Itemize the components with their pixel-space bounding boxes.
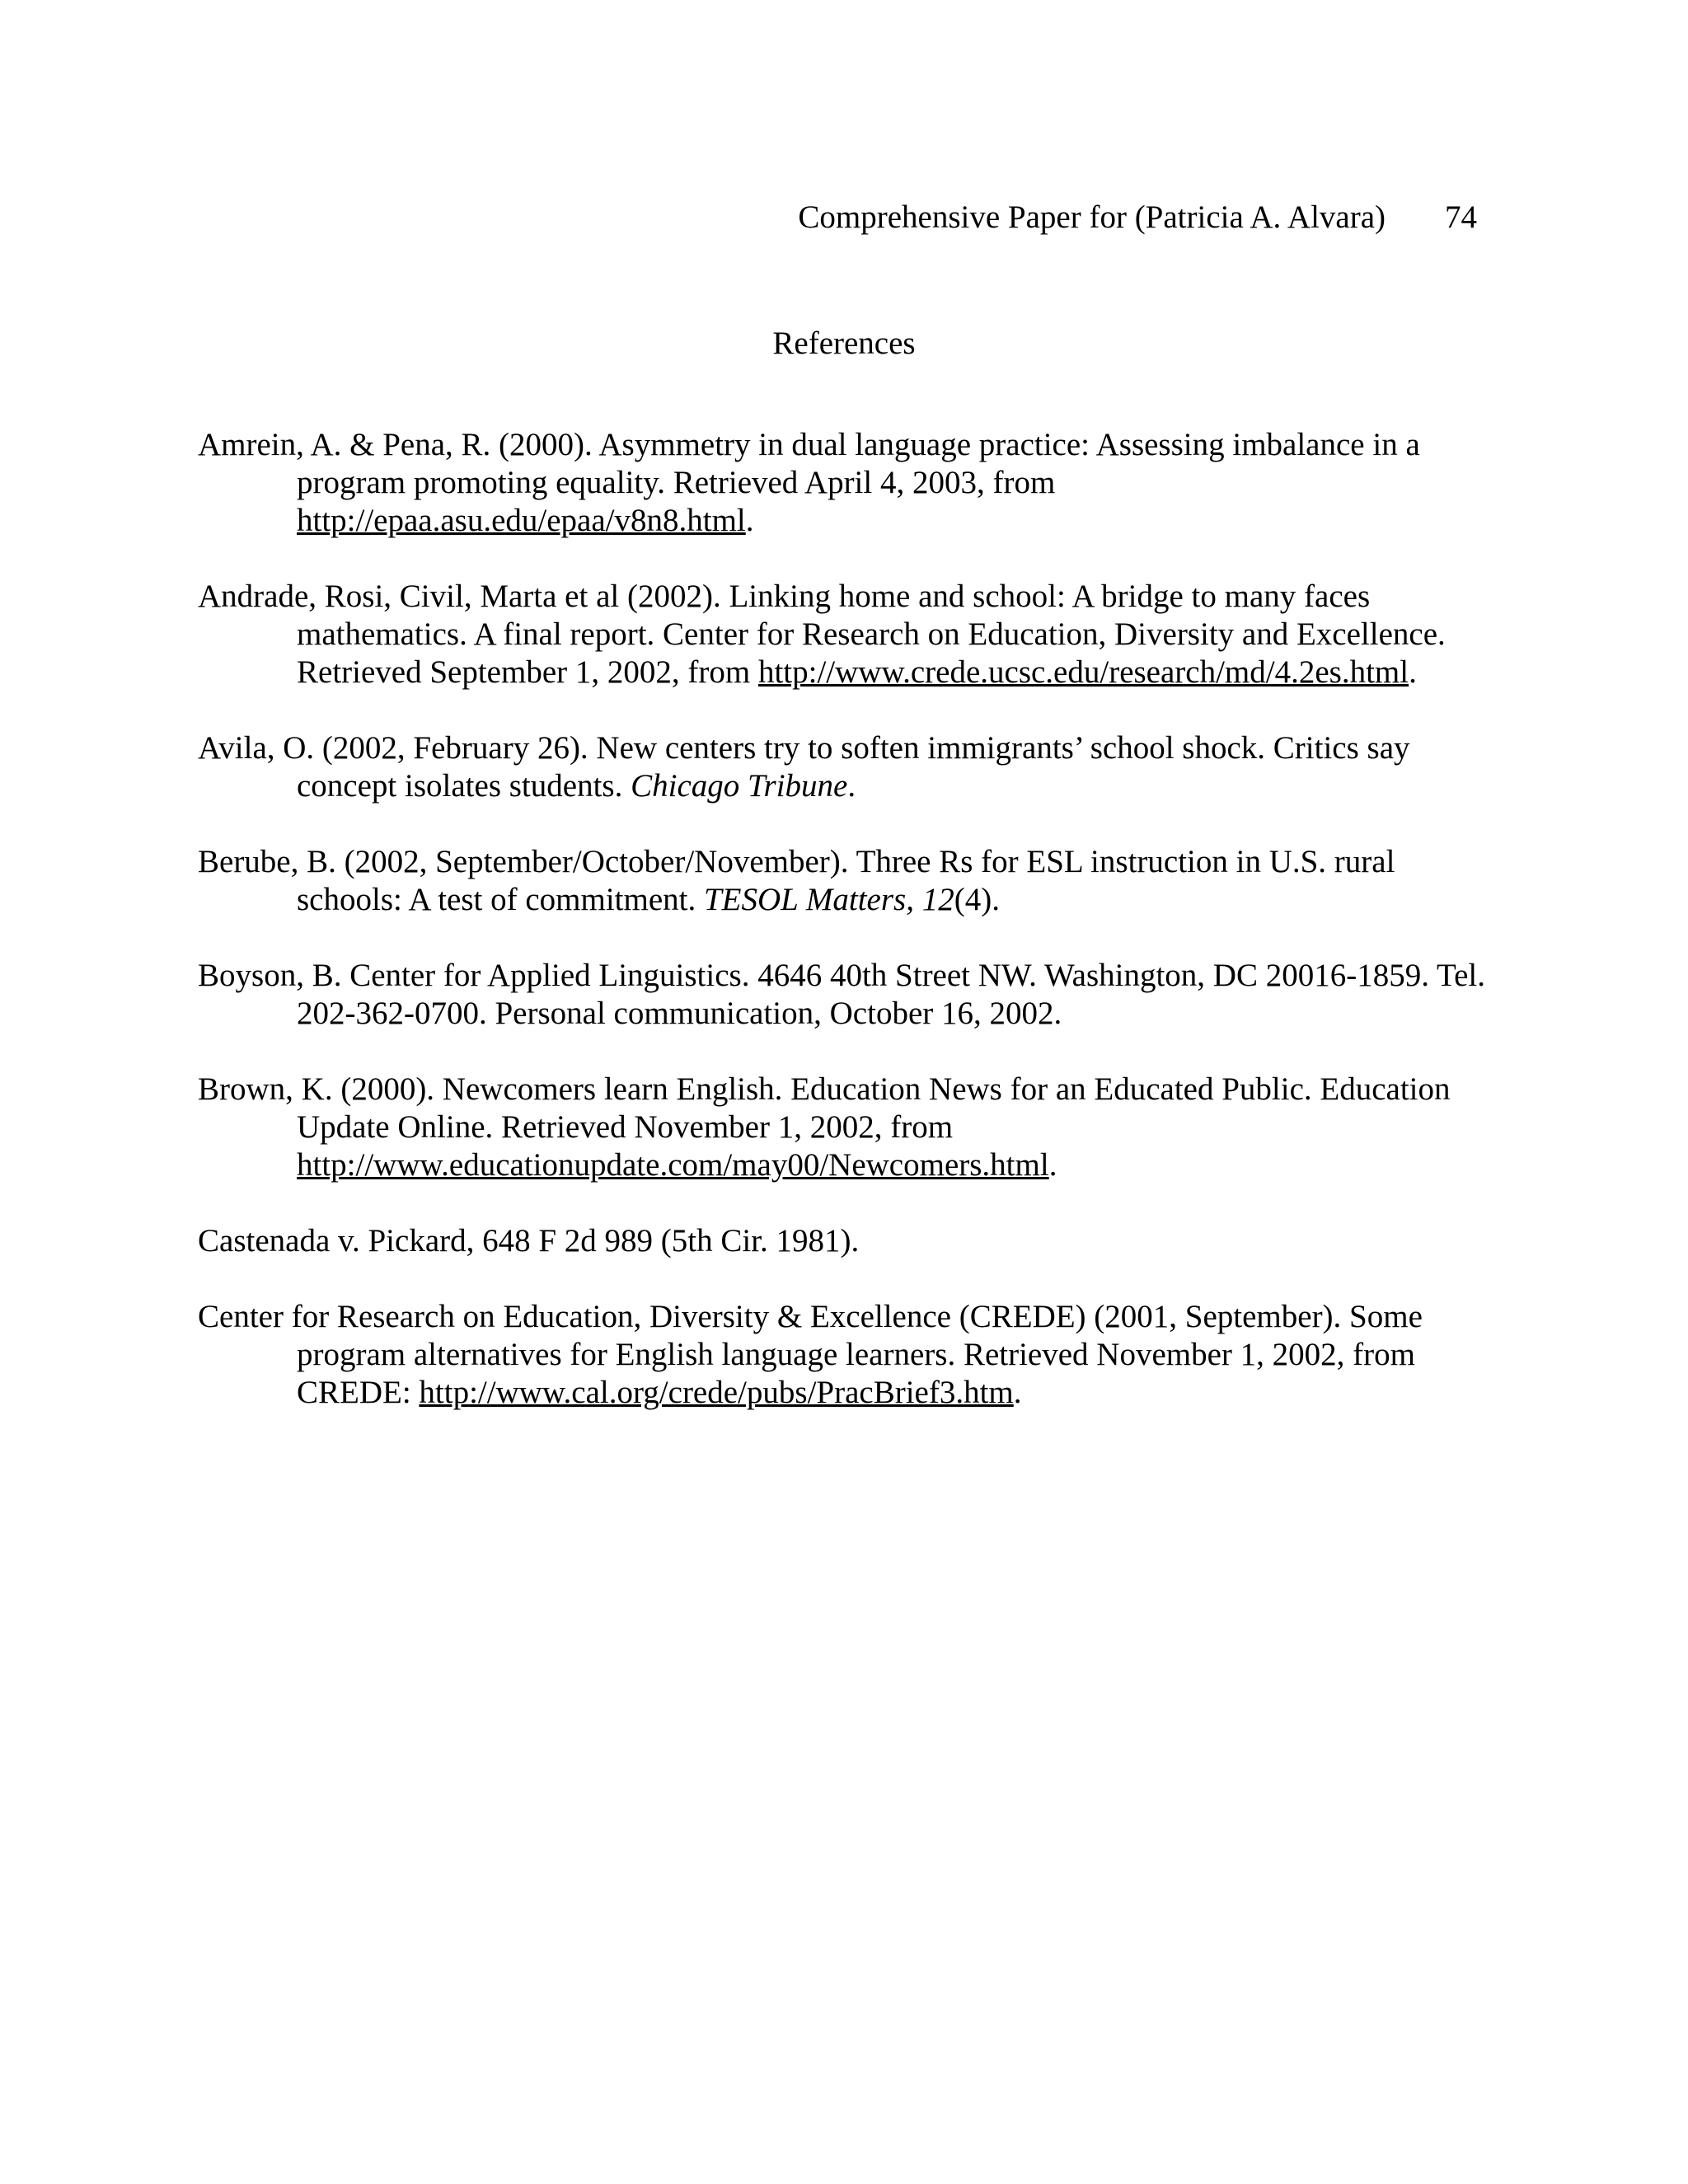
reference-link[interactable]: http://www.educationupdate.com/may00/Newcomers.html: [297, 1147, 1049, 1183]
page-number: 74: [1445, 199, 1477, 235]
reference-entry: [198, 1071, 1500, 1184]
reference-source-title: Chicago Tribune: [631, 768, 848, 804]
reference-entry: [198, 1222, 1500, 1260]
reference-text: Berube, B. (2002, September/October/November). Three Rs for ESL instruction in U.S. rural schools: A test of commitment.: [198, 844, 1395, 917]
reference-text: Center for Research on Education, Diversity & Excellence (CREDE) (2001, September). Some program alternatives for English language learners. Retrieved November 1, 2002, from CREDE:: [198, 1299, 1423, 1410]
references-heading: References: [772, 326, 916, 361]
running-head-text: Comprehensive Paper for (Patricia A. Alvara): [798, 199, 1386, 235]
reference-link[interactable]: http://epaa.asu.edu/epaa/v8n8.html: [297, 503, 746, 538]
reference-source-title: TESOL Matters, 12: [703, 882, 954, 917]
reference-text: Andrade, Rosi, Civil, Marta et al (2002). Linking home and school: A bridge to many faces mathematics. A final report. Center for Research on Education, Diversity and Excellence. Retrieved September 1, 2002, from: [198, 579, 1446, 690]
reference-entry: [198, 843, 1500, 919]
reference-text-end: .: [1409, 654, 1417, 690]
reference-entry: [198, 426, 1500, 540]
reference-text: Avila, O. (2002, February 26). New centers try to soften immigrants’ school shock. Critics say concept isolates students.: [198, 730, 1410, 804]
reference-text: Castenada v. Pickard, 648 F 2d 989 (5th Cir. 1981).: [198, 1223, 860, 1258]
reference-text: Boyson, B. Center for Applied Linguistics. 4646 40th Street NW. Washington, DC 20016-1859. Tel. 202-362-0700. Personal communication, October 16, 2002.: [198, 958, 1485, 1031]
reference-link[interactable]: http://www.crede.ucsc.edu/research/md/4.2es.html: [757, 654, 1409, 690]
reference-text-end: .: [1048, 1147, 1057, 1183]
running-header: [798, 198, 1477, 237]
reference-text-end: .: [1013, 1375, 1022, 1410]
reference-list: [198, 426, 1500, 1450]
reference-link[interactable]: http://www.cal.org/crede/pubs/PracBrief3.htm: [419, 1375, 1014, 1410]
reference-text-end: .: [847, 768, 856, 804]
reference-text-end: .: [745, 503, 754, 538]
reference-entry: [198, 957, 1500, 1033]
reference-entry: [198, 729, 1500, 805]
reference-text: Brown, K. (2000). Newcomers learn English. Education News for an Educated Public. Education Update Online. Retrieved November 1, 2002, from: [198, 1071, 1451, 1145]
reference-entry: [198, 1298, 1500, 1412]
reference-text: Amrein, A. & Pena, R. (2000). Asymmetry in dual language practice: Assessing imbalance in a program promoting equality. Retrieved April 4, 2003, from: [198, 427, 1420, 500]
reference-entry: [198, 578, 1500, 691]
reference-text-end: (4).: [954, 882, 1000, 917]
